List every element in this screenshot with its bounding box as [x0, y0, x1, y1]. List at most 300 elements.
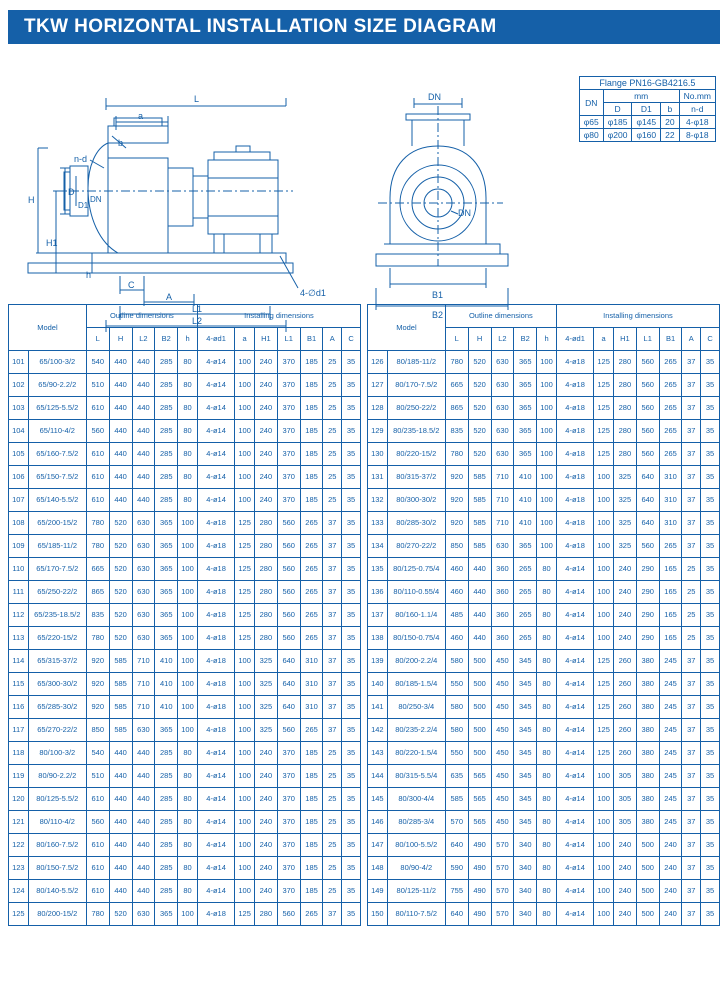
row-cell: 35 [342, 512, 361, 535]
row-number: 136 [368, 581, 388, 604]
row-model: 65/150-7.5/2 [28, 466, 86, 489]
flange-cell: 22 [661, 129, 679, 142]
table-row [368, 650, 720, 673]
row-cell: 325 [613, 489, 636, 512]
row-cell: 280 [254, 581, 277, 604]
row-cell: 4-ø18 [197, 903, 234, 926]
row-number: 148 [368, 857, 388, 880]
flange-unit-mm: mm [603, 90, 679, 103]
row-cell: 325 [254, 650, 277, 673]
row-cell: 4-ø14 [556, 834, 593, 857]
table-row [368, 558, 720, 581]
row-cell: 37 [682, 673, 701, 696]
row-cell: 35 [701, 581, 720, 604]
row-cell: 100 [537, 535, 557, 558]
row-cell: 450 [491, 650, 514, 673]
row-number: 130 [368, 443, 388, 466]
row-cell: 520 [109, 903, 132, 926]
row-cell: 240 [613, 834, 636, 857]
row-cell: 440 [468, 558, 491, 581]
dimension-table-left [8, 304, 361, 926]
row-cell: 240 [613, 627, 636, 650]
row-cell: 665 [86, 558, 109, 581]
row-cell: 460 [445, 627, 468, 650]
row-model: 65/100-3/2 [28, 351, 86, 374]
row-number: 123 [9, 857, 29, 880]
row-cell: 580 [445, 719, 468, 742]
row-cell: 4-ø14 [197, 420, 234, 443]
row-cell: 570 [491, 903, 514, 926]
row-cell: 345 [514, 811, 537, 834]
row-cell: 35 [342, 558, 361, 581]
row-cell: 165 [659, 581, 682, 604]
row-cell: 100 [235, 466, 255, 489]
row-model: 80/125-0.75/4 [387, 558, 445, 581]
row-number: 112 [9, 604, 29, 627]
row-cell: 365 [155, 719, 178, 742]
row-cell: 245 [659, 650, 682, 673]
row-cell: 240 [613, 903, 636, 926]
row-cell: 570 [491, 857, 514, 880]
col-b2: B2 [155, 328, 178, 351]
table-row [9, 765, 361, 788]
table-row [368, 351, 720, 374]
row-cell: 125 [594, 673, 614, 696]
row-cell: 185 [300, 374, 323, 397]
row-cell: 365 [155, 604, 178, 627]
row-cell: 440 [109, 811, 132, 834]
row-cell: 565 [468, 811, 491, 834]
dimension-table-right [367, 304, 720, 926]
table-row [368, 742, 720, 765]
table-row [9, 466, 361, 489]
row-cell: 440 [109, 857, 132, 880]
row-cell: 920 [86, 673, 109, 696]
row-cell: 630 [491, 351, 514, 374]
row-number: 119 [9, 765, 29, 788]
row-cell: 560 [636, 351, 659, 374]
row-cell: 640 [277, 673, 300, 696]
row-cell: 35 [342, 489, 361, 512]
row-cell: 710 [491, 489, 514, 512]
row-model: 80/125-11/2 [387, 880, 445, 903]
row-cell: 245 [659, 742, 682, 765]
row-cell: 240 [254, 834, 277, 857]
row-cell: 35 [342, 903, 361, 926]
row-cell: 500 [636, 857, 659, 880]
row-cell: 780 [86, 512, 109, 535]
row-model: 80/110-0.55/4 [387, 581, 445, 604]
row-cell: 630 [491, 374, 514, 397]
row-number: 134 [368, 535, 388, 558]
row-cell: 440 [132, 765, 155, 788]
row-number: 131 [368, 466, 388, 489]
row-number: 106 [9, 466, 29, 489]
row-cell: 265 [659, 374, 682, 397]
row-cell: 25 [682, 604, 701, 627]
row-number: 102 [9, 374, 29, 397]
row-cell: 100 [594, 903, 614, 926]
row-cell: 100 [235, 857, 255, 880]
row-cell: 325 [254, 719, 277, 742]
col-h: h [178, 328, 198, 351]
row-cell: 165 [659, 604, 682, 627]
row-cell: 80 [537, 765, 557, 788]
row-cell: 265 [659, 535, 682, 558]
row-cell: 265 [300, 535, 323, 558]
row-cell: 440 [132, 443, 155, 466]
row-cell: 345 [514, 650, 537, 673]
row-cell: 240 [613, 857, 636, 880]
row-cell: 35 [701, 696, 720, 719]
table-body-left [9, 351, 361, 926]
row-cell: 37 [682, 512, 701, 535]
table-row [368, 489, 720, 512]
row-cell: 585 [109, 673, 132, 696]
row-cell: 165 [659, 627, 682, 650]
row-cell: 100 [178, 558, 198, 581]
row-cell: 100 [178, 581, 198, 604]
row-cell: 265 [300, 558, 323, 581]
row-cell: 4-ø14 [556, 880, 593, 903]
col-h1: H1 [613, 328, 636, 351]
row-cell: 440 [109, 443, 132, 466]
row-cell: 100 [235, 742, 255, 765]
row-cell: 710 [132, 650, 155, 673]
row-cell: 25 [323, 811, 342, 834]
row-cell: 440 [132, 834, 155, 857]
row-cell: 100 [235, 811, 255, 834]
row-cell: 35 [701, 374, 720, 397]
row-model: 80/150-7.5/2 [28, 857, 86, 880]
row-number: 146 [368, 811, 388, 834]
row-model: 80/185-1.5/4 [387, 673, 445, 696]
row-cell: 265 [514, 604, 537, 627]
row-cell: 560 [86, 420, 109, 443]
row-cell: 780 [86, 627, 109, 650]
table-row [368, 627, 720, 650]
table-row [9, 535, 361, 558]
row-cell: 265 [300, 604, 323, 627]
row-model: 80/300-30/2 [387, 489, 445, 512]
row-cell: 325 [254, 696, 277, 719]
row-cell: 265 [300, 512, 323, 535]
row-cell: 345 [514, 719, 537, 742]
row-cell: 280 [613, 374, 636, 397]
row-cell: 500 [468, 742, 491, 765]
svg-text:H: H [28, 195, 35, 205]
row-cell: 440 [132, 811, 155, 834]
row-cell: 100 [537, 397, 557, 420]
row-number: 129 [368, 420, 388, 443]
row-cell: 285 [155, 788, 178, 811]
row-cell: 440 [109, 788, 132, 811]
row-cell: 560 [277, 604, 300, 627]
row-cell: 380 [636, 673, 659, 696]
row-cell: 630 [491, 535, 514, 558]
row-cell: 245 [659, 719, 682, 742]
row-cell: 35 [342, 696, 361, 719]
flange-cell: φ160 [632, 129, 661, 142]
row-cell: 610 [86, 788, 109, 811]
row-cell: 560 [86, 811, 109, 834]
row-cell: 450 [491, 765, 514, 788]
svg-text:b: b [118, 138, 124, 148]
row-cell: 635 [445, 765, 468, 788]
row-cell: 520 [468, 351, 491, 374]
row-cell: 440 [132, 466, 155, 489]
row-cell: 540 [86, 351, 109, 374]
row-cell: 35 [701, 742, 720, 765]
row-cell: 125 [235, 535, 255, 558]
row-model: 80/90-4/2 [387, 857, 445, 880]
row-cell: 80 [537, 834, 557, 857]
row-cell: 345 [514, 788, 537, 811]
row-cell: 35 [342, 880, 361, 903]
col-h: H [109, 328, 132, 351]
row-cell: 100 [594, 604, 614, 627]
row-model: 65/220-15/2 [28, 627, 86, 650]
row-model: 65/140-5.5/2 [28, 489, 86, 512]
row-cell: 35 [342, 351, 361, 374]
row-cell: 100 [537, 443, 557, 466]
row-cell: 4-ø18 [197, 604, 234, 627]
row-cell: 290 [636, 604, 659, 627]
row-cell: 100 [178, 719, 198, 742]
row-cell: 510 [86, 374, 109, 397]
row-cell: 37 [682, 834, 701, 857]
row-cell: 35 [342, 627, 361, 650]
row-cell: 460 [445, 581, 468, 604]
row-cell: 630 [132, 512, 155, 535]
row-number: 109 [9, 535, 29, 558]
row-cell: 370 [277, 857, 300, 880]
row-cell: 260 [613, 719, 636, 742]
table-row [368, 673, 720, 696]
row-model: 80/110-7.5/2 [387, 903, 445, 926]
row-cell: 265 [514, 558, 537, 581]
row-cell: 240 [254, 397, 277, 420]
col-b2: B2 [514, 328, 537, 351]
row-cell: 245 [659, 811, 682, 834]
table-row [9, 489, 361, 512]
row-number: 145 [368, 788, 388, 811]
row-cell: 310 [659, 466, 682, 489]
row-cell: 100 [235, 834, 255, 857]
row-model: 80/125-5.5/2 [28, 788, 86, 811]
row-cell: 185 [300, 443, 323, 466]
row-cell: 37 [682, 351, 701, 374]
row-cell: 37 [682, 903, 701, 926]
row-cell: 410 [155, 650, 178, 673]
row-cell: 440 [109, 466, 132, 489]
row-cell: 460 [445, 558, 468, 581]
row-cell: 185 [300, 765, 323, 788]
row-cell: 37 [323, 558, 342, 581]
row-number: 137 [368, 604, 388, 627]
row-cell: 35 [701, 788, 720, 811]
table-row [9, 443, 361, 466]
table-row [9, 811, 361, 834]
row-cell: 780 [86, 535, 109, 558]
flange-cell: 4-φ18 [679, 116, 715, 129]
row-cell: 4-ø14 [197, 489, 234, 512]
table-row [9, 788, 361, 811]
row-cell: 80 [537, 558, 557, 581]
row-number: 122 [9, 834, 29, 857]
row-cell: 560 [636, 397, 659, 420]
row-cell: 370 [277, 489, 300, 512]
row-cell: 520 [109, 627, 132, 650]
row-cell: 35 [342, 604, 361, 627]
row-model: 80/250-22/2 [387, 397, 445, 420]
row-cell: 80 [178, 443, 198, 466]
row-cell: 610 [86, 834, 109, 857]
row-cell: 4-ø14 [197, 834, 234, 857]
row-cell: 35 [701, 512, 720, 535]
row-cell: 35 [342, 443, 361, 466]
row-cell: 37 [323, 650, 342, 673]
row-cell: 365 [155, 903, 178, 926]
row-model: 80/160-7.5/2 [28, 834, 86, 857]
row-cell: 37 [682, 696, 701, 719]
flange-row [579, 129, 715, 142]
row-cell: 365 [155, 535, 178, 558]
row-cell: 37 [323, 535, 342, 558]
row-cell: 25 [323, 351, 342, 374]
row-cell: 4-ø14 [556, 604, 593, 627]
row-cell: 590 [445, 857, 468, 880]
row-cell: 440 [109, 374, 132, 397]
row-cell: 850 [445, 535, 468, 558]
row-cell: 35 [701, 880, 720, 903]
row-cell: 80 [178, 489, 198, 512]
row-cell: 35 [701, 535, 720, 558]
row-cell: 325 [254, 673, 277, 696]
row-cell: 450 [491, 673, 514, 696]
row-cell: 4-ø18 [556, 420, 593, 443]
row-cell: 240 [254, 374, 277, 397]
row-cell: 35 [701, 903, 720, 926]
row-cell: 4-ø18 [556, 535, 593, 558]
table-row [9, 374, 361, 397]
table-row [368, 420, 720, 443]
row-cell: 370 [277, 834, 300, 857]
row-cell: 440 [132, 374, 155, 397]
svg-text:B2: B2 [432, 310, 444, 320]
row-cell: 570 [445, 811, 468, 834]
row-cell: 565 [468, 765, 491, 788]
row-cell: 370 [277, 351, 300, 374]
row-cell: 125 [594, 719, 614, 742]
table-row [9, 351, 361, 374]
row-cell: 35 [701, 443, 720, 466]
row-cell: 80 [178, 880, 198, 903]
row-cell: 125 [235, 581, 255, 604]
row-cell: 580 [445, 650, 468, 673]
row-cell: 380 [636, 742, 659, 765]
row-cell: 100 [594, 581, 614, 604]
flange-col-nd: n-d [679, 103, 715, 116]
row-cell: 35 [342, 374, 361, 397]
row-cell: 310 [300, 650, 323, 673]
row-cell: 520 [109, 604, 132, 627]
row-cell: 35 [701, 627, 720, 650]
row-cell: 37 [682, 719, 701, 742]
table-row [368, 857, 720, 880]
row-cell: 585 [468, 466, 491, 489]
row-cell: 920 [86, 650, 109, 673]
row-cell: 640 [445, 834, 468, 857]
row-cell: 370 [277, 742, 300, 765]
row-model: 80/200-15/2 [28, 903, 86, 926]
row-cell: 780 [86, 903, 109, 926]
row-cell: 240 [254, 420, 277, 443]
row-cell: 265 [659, 397, 682, 420]
row-cell: 240 [254, 880, 277, 903]
row-cell: 280 [254, 903, 277, 926]
row-cell: 125 [594, 351, 614, 374]
table-row [368, 719, 720, 742]
row-cell: 630 [132, 627, 155, 650]
row-cell: 185 [300, 788, 323, 811]
row-cell: 240 [659, 857, 682, 880]
row-cell: 440 [132, 351, 155, 374]
row-cell: 100 [235, 420, 255, 443]
row-cell: 100 [178, 673, 198, 696]
row-cell: 710 [132, 673, 155, 696]
row-cell: 165 [659, 558, 682, 581]
row-number: 149 [368, 880, 388, 903]
row-number: 103 [9, 397, 29, 420]
row-cell: 440 [132, 397, 155, 420]
row-cell: 285 [155, 443, 178, 466]
row-model: 65/160-7.5/2 [28, 443, 86, 466]
row-cell: 35 [342, 466, 361, 489]
row-cell: 370 [277, 466, 300, 489]
row-cell: 365 [514, 420, 537, 443]
row-cell: 100 [594, 627, 614, 650]
row-cell: 240 [254, 742, 277, 765]
row-cell: 80 [537, 811, 557, 834]
row-cell: 100 [235, 673, 255, 696]
row-cell: 630 [132, 719, 155, 742]
row-model: 65/170-7.5/2 [28, 558, 86, 581]
row-cell: 280 [254, 627, 277, 650]
row-cell: 37 [323, 673, 342, 696]
row-cell: 35 [701, 673, 720, 696]
row-number: 105 [9, 443, 29, 466]
flange-cell: 8-φ18 [679, 129, 715, 142]
row-cell: 4-ø18 [197, 719, 234, 742]
row-cell: 610 [86, 443, 109, 466]
row-cell: 365 [514, 535, 537, 558]
row-cell: 450 [491, 811, 514, 834]
row-cell: 265 [659, 443, 682, 466]
row-cell: 4-ø18 [197, 535, 234, 558]
row-cell: 450 [491, 742, 514, 765]
row-model: 65/110-4/2 [28, 420, 86, 443]
row-number: 116 [9, 696, 29, 719]
row-cell: 4-ø18 [197, 673, 234, 696]
row-cell: 80 [178, 742, 198, 765]
row-model: 65/300-30/2 [28, 673, 86, 696]
row-cell: 325 [613, 512, 636, 535]
row-cell: 290 [636, 558, 659, 581]
row-cell: 520 [109, 512, 132, 535]
svg-text:DN: DN [428, 92, 441, 102]
row-cell: 610 [86, 489, 109, 512]
